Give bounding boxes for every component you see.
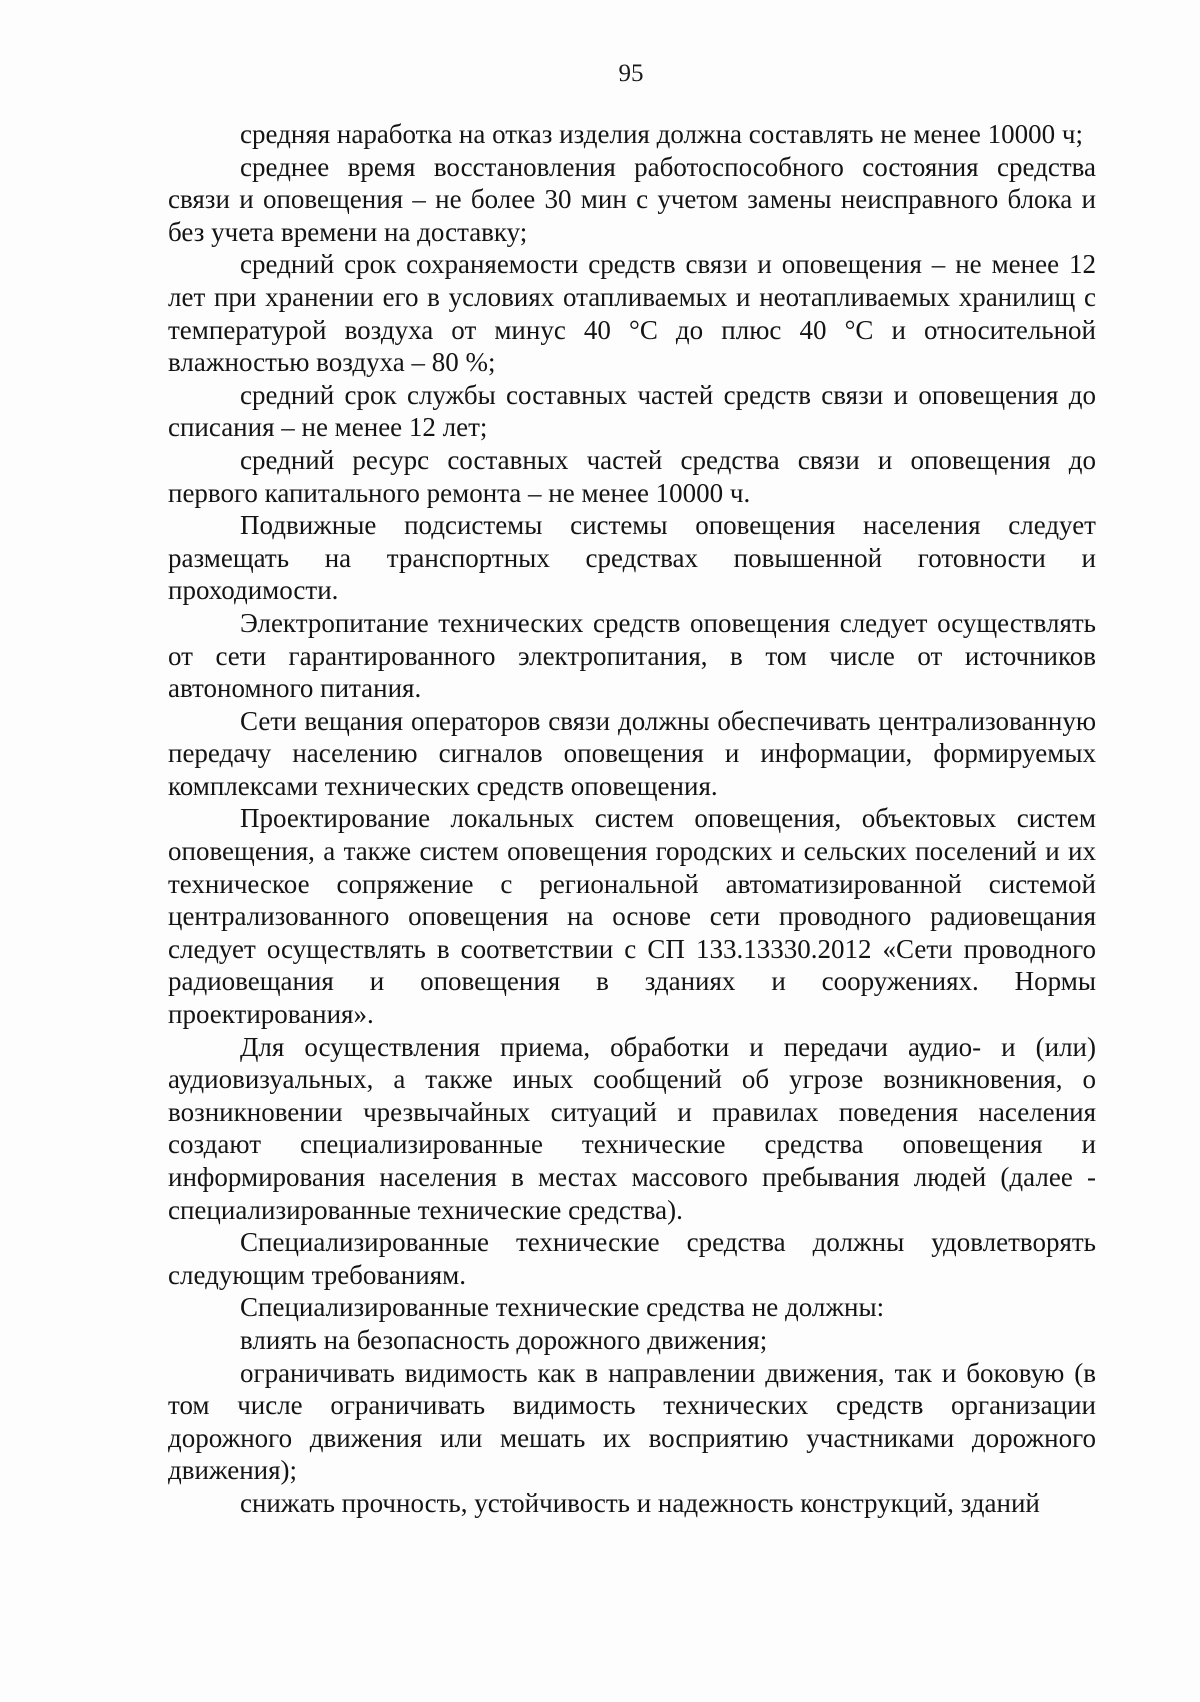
page-number: 95 <box>618 60 644 87</box>
paragraph-design-local-systems: Проектирование локальных систем оповещения, объектовых систем оповещения, а также систем оповещения городских и сельских поселений и их техническое сопряжение с региональной автоматизированной системой централизованного оповещения на основе сети проводного радиовещания следует осуществлять в соответствии с СП 133.13330.2012 «Сети проводного радиовещания и оповещения в зданиях и сооружениях. Нормы проектирования». <box>168 803 1096 1030</box>
paragraph-visibility: ограничивать видимость как в направлении движения, так и боковую (в том числе ограничивать видимость технических средств организации дорожного движения или мешать их восприятию участниками дорожного движения); <box>168 1357 1096 1486</box>
paragraph-mtbf: средняя наработка на отказ изделия должна составлять не менее 10000 ч; <box>240 119 1083 149</box>
paragraph-service-life: средний срок службы составных частей средств связи и оповещения до списания – не менее 12 лет; <box>168 379 1096 443</box>
paragraph-specialized-means: Для осуществления приема, обработки и передачи аудио- и (или) аудиовизуальных, а также иных сообщений об угрозе возникновения, о возникновении чрезвычайных ситуаций и правилах поведения населения создают специализированные технические средства оповещения и информирования населения в местах массового пребывания людей (далее - специализированные технические средства). <box>168 1031 1096 1225</box>
paragraph-recovery-time: среднее время восстановления работоспособного состояния средства связи и оповещения – не более 30 мин с учетом замены неисправного блока и без учета времени на доставку; <box>168 151 1096 247</box>
paragraph-structural-strength: снижать прочность, устойчивость и надежность конструкций, зданий <box>240 1487 1040 1518</box>
paragraph-storage-life: средний срок сохраняемости средств связи и оповещения – не менее 12 лет при хранении его в условиях отапливаемых и неотапливаемых хранилищ с температурой воздуха от минус 40 °С до плюс 40 °С и относительной влажностью воздуха – 80 %; <box>168 249 1096 378</box>
paragraph-power-supply: Электропитание технических средств оповещения следует осуществлять от сети гарантированного электропитания, в том числе от источников автономного питания. <box>168 607 1096 704</box>
paragraph-must-not: Специализированные технические средства не должны: <box>240 1292 885 1323</box>
paragraph-broadcast-networks: Сети вещания операторов связи должны обеспечивать централизованную передачу населению сигналов оповещения и информации, формируемых комплексами технических средств оповещения. <box>168 705 1096 801</box>
paragraph-mobile-subsystems: Подвижные подсистемы системы оповещения населения следует размещать на транспортных средствах повышенной готовности и проходимости. <box>168 510 1096 606</box>
document-body <box>168 118 1096 1520</box>
paragraph-resource: средний ресурс составных частей средства связи и оповещения до первого капитального ремонта – не менее 10000 ч. <box>168 444 1096 508</box>
paragraph-road-safety: влиять на безопасность дорожного движения; <box>240 1324 768 1355</box>
paragraph-requirements-intro: Специализированные технические средства должны удовлетворять следующим требованиям. <box>168 1227 1096 1290</box>
